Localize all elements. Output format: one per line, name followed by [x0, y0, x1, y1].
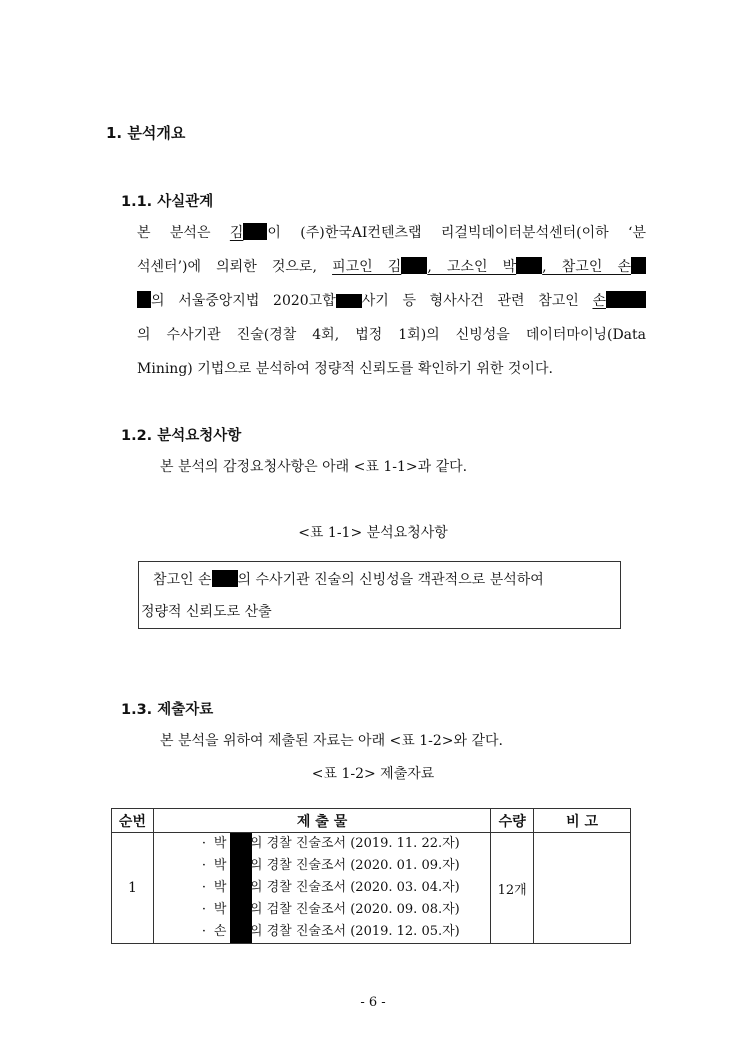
request-box: [138, 561, 621, 629]
facts-text: 석센터’)에 의뢰한 것으로,: [137, 259, 333, 275]
cell-no: 1: [112, 833, 154, 944]
list-item: · 박 의 경찰 진술조서 (2020. 03. 04.자): [201, 880, 460, 895]
facts-text: 의 수사기관 진술(경찰 4회, 법정 1회)의 신빙성을 데이터마이닝(Data: [137, 327, 646, 343]
submitted-intro: 본 분석을 위하여 제출된 자료는 아래 <표 1-2>와 같다.: [160, 733, 504, 749]
facts-paragraph: [137, 223, 646, 379]
facts-text-underlined: , 고소인 박: [427, 259, 517, 275]
request-box-text: 의 수사기관 진술의 신빙성을 객관적으로 분석하여: [237, 572, 544, 588]
redaction-block: [336, 294, 362, 308]
redaction-block: [212, 570, 238, 587]
redaction-block: [631, 257, 646, 274]
facts-text: Mining) 기법으로 분석하여 정량적 신뢰도를 확인하기 위한 것이다.: [137, 361, 553, 377]
facts-text: 본 분석은: [137, 225, 230, 241]
page-number: - 6 -: [360, 995, 386, 1010]
redaction-block: [137, 291, 151, 308]
redaction-block: [243, 223, 267, 240]
cell-note: [534, 833, 631, 944]
submitted-item-list: [154, 833, 490, 943]
submitted-materials-table: [111, 808, 631, 944]
list-item: · 박 의 검찰 진술조서 (2020. 09. 08.자): [201, 902, 460, 917]
cell-items: [153, 833, 490, 944]
request-box-line: 정량적 신뢰도로 산출: [141, 604, 272, 620]
table-caption-1: <표 1-1> 분석요청사항: [298, 525, 448, 541]
list-item: · 손 의 경찰 진술조서 (2019. 12. 05.자): [201, 924, 460, 939]
facts-text: 이 (주)한국AI컨텐츠랩 리걸빅데이터분석센터(이하 ‘분: [267, 225, 646, 241]
request-box-text: 참고인 손: [153, 572, 212, 588]
list-item: · 박 의 경찰 진술조서 (2020. 01. 09.자): [201, 858, 460, 873]
table-caption-2: <표 1-2> 제출자료: [311, 766, 435, 782]
facts-text-underlined: 김: [229, 225, 244, 241]
list-item: · 박 의 경찰 진술조서 (2019. 11. 22.자): [201, 836, 460, 851]
header-item: 제 출 물: [153, 809, 490, 833]
facts-text-underlined: 손: [592, 293, 606, 309]
header-note: 비 고: [534, 809, 631, 833]
redaction-block: [401, 257, 427, 274]
table-header-row: [112, 809, 631, 833]
facts-text-underlined: 피고인 김: [332, 259, 402, 275]
subsection-title-facts: 1.1. 사실관계: [121, 194, 214, 210]
facts-text-underlined: , 참고인 손: [542, 259, 632, 275]
request-intro: 본 분석의 감정요청사항은 아래 <표 1-1>과 같다.: [160, 459, 468, 475]
section-title: 1. 분석개요: [106, 124, 186, 142]
header-qty: 수량: [491, 809, 534, 833]
redaction-block: [606, 291, 646, 308]
request-box-line: [153, 570, 544, 590]
facts-text: 의 서울중앙지법 2020고합: [151, 293, 336, 309]
table-row: [112, 833, 631, 944]
subsection-title-request: 1.2. 분석요청사항: [121, 428, 242, 444]
header-no: 순번: [112, 809, 154, 833]
subsection-title-submitted: 1.3. 제출자료: [121, 702, 214, 718]
cell-qty: 12개: [491, 833, 534, 944]
facts-text: 사기 등 형사사건 관련 참고인: [361, 293, 593, 309]
redaction-block: [516, 257, 542, 274]
